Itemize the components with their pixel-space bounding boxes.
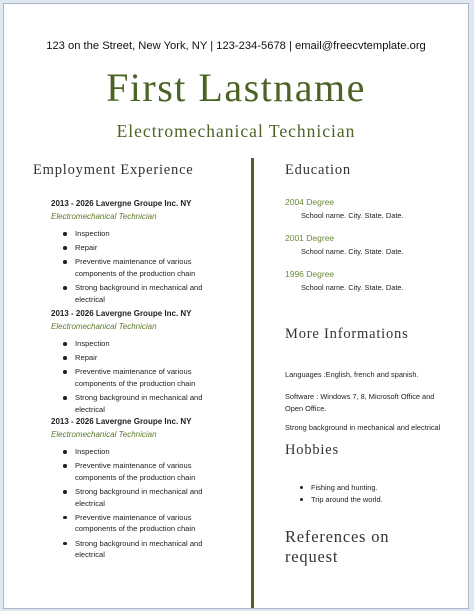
- degree-3: 1996 Degree: [285, 269, 335, 279]
- references-heading: [285, 527, 389, 567]
- list-item: Fishing and hunting.: [299, 482, 449, 494]
- list-item: Strong background in mechanical and electrical: [62, 486, 222, 509]
- job-3-role: Electromechanical Technician: [51, 430, 157, 439]
- degree-1: 2004 Degree: [285, 197, 335, 207]
- job-3-duties: [62, 446, 222, 563]
- employment-heading: Employment Experience: [33, 162, 194, 178]
- list-item: Strong background in mechanical and electrical: [62, 392, 222, 415]
- list-item: Strong background in mechanical and electrical: [62, 282, 222, 305]
- job-1-head: 2013 - 2026 Lavergne Groupe Inc. NY: [51, 199, 192, 208]
- job-3-head: 2013 - 2026 Lavergne Groupe Inc. NY: [51, 417, 192, 426]
- references-line-1: References on: [285, 527, 390, 546]
- resume-page: [3, 3, 469, 609]
- languages-text: Languages :English, french and spanish.: [285, 370, 419, 379]
- school-2: School name. City. State. Date.: [301, 247, 404, 256]
- job-title: Electromechanical Technician: [116, 121, 356, 141]
- job-1-duties: [62, 228, 222, 308]
- job-2-role: Electromechanical Technician: [51, 322, 157, 331]
- list-item: Inspection: [62, 338, 222, 350]
- list-item: Preventive maintenance of various components of the production chain: [62, 460, 222, 483]
- list-item: Trip around the world.: [299, 494, 449, 506]
- list-item: Preventive maintenance of various components of the production chain: [62, 512, 222, 535]
- background-text: Strong background in mechanical and electrical: [285, 423, 441, 432]
- software-text: Software : Windows 7, 8, Microsoft Office and Open Office.: [285, 392, 435, 413]
- column-divider: [251, 158, 254, 608]
- list-item: Repair: [62, 242, 222, 254]
- list-item: Inspection: [62, 228, 222, 240]
- candidate-name: First Lastname: [106, 65, 366, 110]
- education-heading: Education: [285, 162, 351, 178]
- contact-line: 123 on the Street, New York, NY | 123-234-5678 | email@freecvtemplate.org: [46, 40, 426, 52]
- job-1-role: Electromechanical Technician: [51, 212, 157, 221]
- school-3: School name. City. State. Date.: [301, 283, 404, 292]
- references-line-2: request: [285, 547, 339, 566]
- list-item: Inspection: [62, 446, 222, 458]
- degree-2: 2001 Degree: [285, 233, 335, 243]
- list-item: Repair: [62, 352, 222, 364]
- list-item: Preventive maintenance of various components of the production chain: [62, 366, 222, 389]
- more-info-heading: More Informations: [285, 326, 409, 342]
- job-2-duties: [62, 338, 222, 418]
- list-item: Strong background in mechanical and electrical: [62, 538, 222, 561]
- hobbies-list: [299, 482, 449, 505]
- list-item: Preventive maintenance of various components of the production chain: [62, 256, 222, 279]
- hobbies-heading: Hobbies: [285, 442, 339, 458]
- job-2-head: 2013 - 2026 Lavergne Groupe Inc. NY: [51, 309, 192, 318]
- school-1: School name. City. State. Date.: [301, 211, 404, 220]
